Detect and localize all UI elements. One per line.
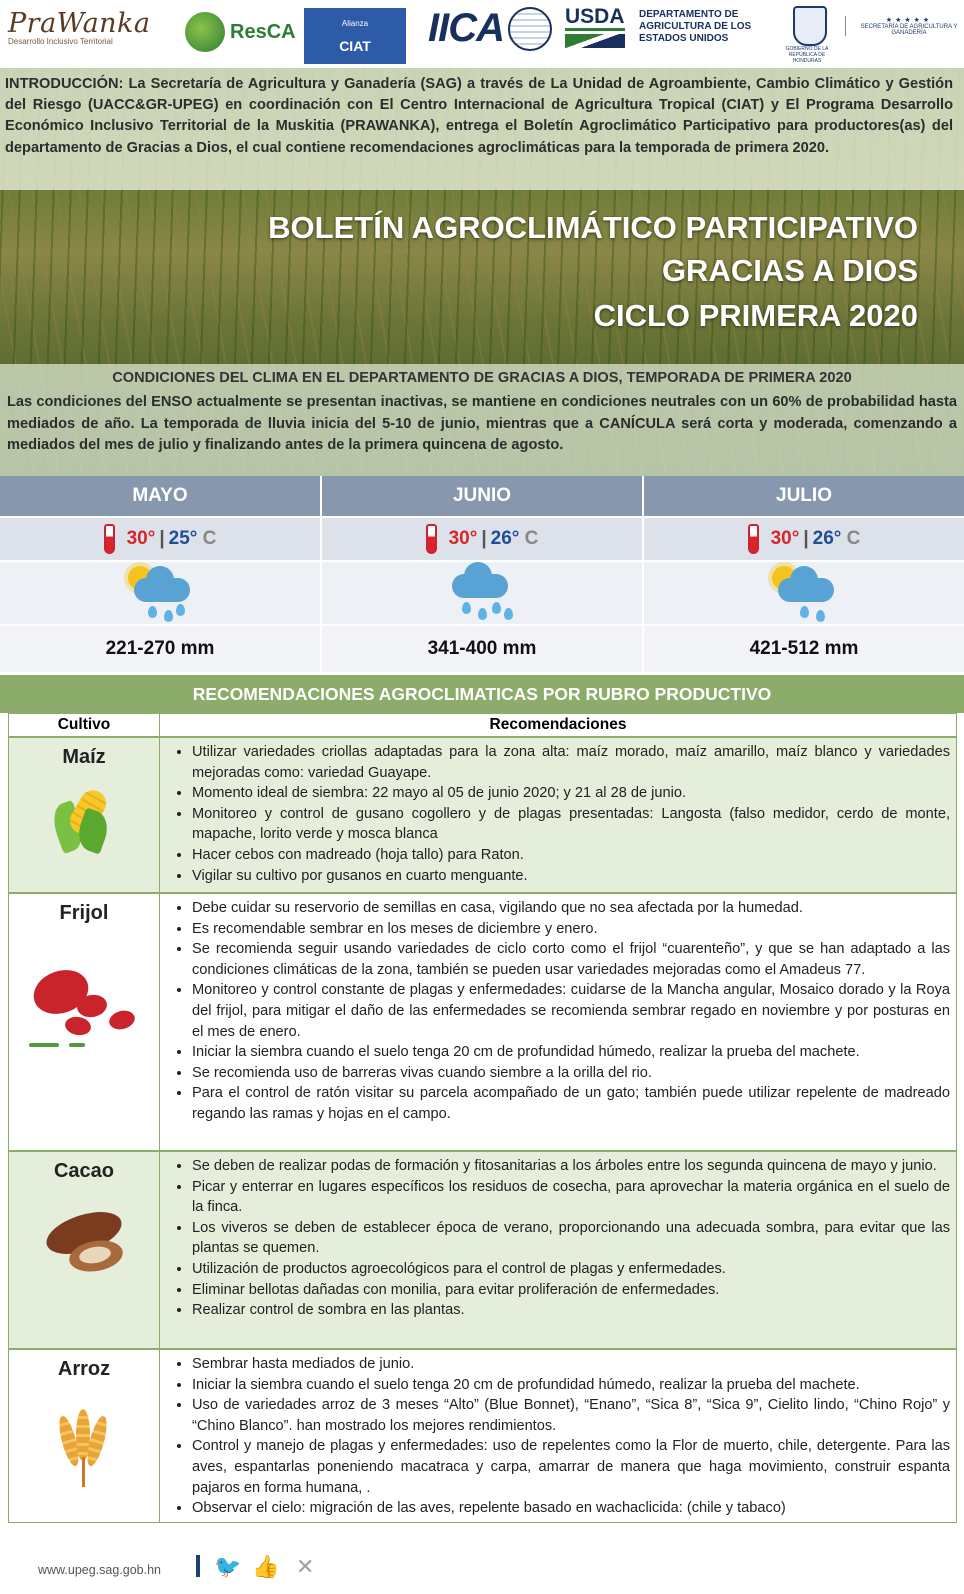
min-temperature: 26° [812, 528, 842, 549]
introduction-text: INTRODUCCIÓN: La Secretaría de Agricultura y Ganadería (SAG) a través de La Unidad de Agroambiente, Cambio Climático y Gestión del Riesgo (UACC&GR-UPEG) en coordinación con El Centro Internacional de Agricultura Tropical (CIAT) y El Programa Desarrollo Económico Inclusivo Territorial de la Muskitia (PRAWANKA), entrega el Boletín Agroclimático Participativo para productores(as) del departamento de Gracias a Dios, el cual contiene recomendaciones agroclimáticas para la temporada de primera 2020. [5, 76, 953, 156]
crop-cell [9, 894, 160, 1150]
crop-name: Frijol [59, 902, 109, 924]
iica-logo [428, 6, 552, 51]
recommendation-item: • Monitoreo y control de gusano cogollero y de plagas presentadas: Langosta (falso medidor, cerdo de monte, mapache, lorito verde y mosca blanca [192, 804, 950, 845]
recommendation-list [160, 1152, 956, 1325]
recommendation-item: • Se recomienda seguir usando variedades de ciclo corto como el frijol “cuarenteño”, y que se han adaptado a las condiciones climáticas de la zona, también se pueden usar variedades mejoradas como el Amadeus 77. [192, 939, 950, 980]
recommendation-item: • Momento ideal de siembra: 22 mayo al 05 de junio 2020; y 21 al 28 de junio. [192, 783, 950, 804]
recommendation-item: • Realizar control de sombra en las plantas. [192, 1300, 950, 1321]
recommendation-cell [160, 738, 956, 892]
rainfall-value: 341-400 mm [320, 626, 642, 672]
temperature-row [0, 516, 964, 560]
bulletin-cycle: CICLO PRIMERA 2020 [593, 298, 918, 333]
recommendation-item: • Utilización de productos agroecológicos para el control de plagas y enfermedades. [192, 1259, 950, 1280]
month-header: JULIO [642, 476, 964, 516]
usda-mark [565, 6, 625, 48]
climate-forecast-table [0, 476, 964, 672]
temperature-unit: C [846, 528, 861, 549]
iica-logo-text: IICA [428, 6, 504, 50]
sun-cloud-rain-icon [120, 564, 200, 622]
recommendation-list [160, 738, 956, 890]
recommendation-item: • Uso de variedades arroz de 3 meses “Alto” (Blue Bonnet), “Enano”, “Sica 8”, “Sica 9”, Cielito lindo, “Chino Rojo” y “Chino Blanco”. han mostrado los mejores rendimientos. [192, 1395, 950, 1436]
like-icon[interactable]: 👍 [252, 1554, 280, 1579]
recommendation-item: • Picar y enterrar en lugares específicos los residuos de cosecha, para aprovechar la materia orgánica en el suelo de la finca. [192, 1177, 950, 1218]
crop-row-frijol [9, 894, 956, 1152]
recommendation-cell [160, 894, 956, 1150]
footer-divider [196, 1555, 200, 1577]
min-temperature: 25° [168, 528, 198, 549]
alianza-label: Alianza [341, 18, 369, 28]
recommendation-list [160, 894, 956, 1129]
logo-bar [0, 0, 964, 68]
resca-logo [185, 12, 296, 52]
conditions-text: Las condiciones del ENSO actualmente se presentan inactivas, se mantiene en condiciones neutrales con un 60% de probabilidad hasta mediados de año. La temporada de lluvia inicia del 5-10 de junio, mientras que a CANÍCULA será corta y moderada, comenzando a mediados del mes de julio y finalizando antes de la primera quincena de agosto. [7, 394, 957, 454]
temperature-cell: 30° | 26° C [320, 518, 642, 560]
weather-cell [642, 562, 964, 624]
cloud-rain-icon [442, 564, 522, 622]
recommendation-item: • Eliminar bellotas dañadas con monilia, para evitar proliferación de enfermedades. [192, 1280, 950, 1301]
share-icon[interactable]: ✕ [296, 1554, 315, 1579]
sun-cloud-rain-icon [764, 564, 844, 622]
usda-landscape-icon [565, 34, 625, 48]
bulletin-region: GRACIAS A DIOS [661, 253, 918, 288]
usda-department-name: DEPARTAMENTO DE AGRICULTURA DE LOS ESTADOS UNIDOS [639, 9, 752, 44]
crop-row-maiz [9, 738, 956, 894]
usda-logo [565, 6, 769, 48]
recommendation-item: • Debe cuidar su reservorio de semillas en casa, vigilando que no sea afectada por la humedad. [192, 898, 950, 919]
thermometer-icon [104, 524, 115, 554]
recommendation-item: • Control y manejo de plagas y enfermedades: uso de repelentes como la Flor de muerto, chile, detergente. Para las aves, espantarlas poneniendo macatraca y carpa, amarrar de manera que haga movimiento, construir espanta pajaros en forma humana, . [192, 1436, 950, 1498]
thermometer-icon [748, 524, 759, 554]
ciat-label: CIAT [339, 37, 371, 54]
recommendation-list [160, 1350, 956, 1523]
sag-logo [845, 16, 964, 36]
recommendation-item: • Los viveros se deben de establecer época de verano, proporcionando una adecuada sombra, para evitar que las plantas se quemen. [192, 1218, 950, 1259]
min-temperature: 26° [490, 528, 520, 549]
rainfall-value: 421-512 mm [642, 626, 964, 672]
max-temperature: 30° [770, 528, 800, 549]
max-temperature: 30° [126, 528, 156, 549]
cacao-pod-icon [39, 1207, 129, 1287]
crop-row-arroz [9, 1350, 956, 1522]
recommendations-heading: RECOMENDACIONES AGROCLIMATICAS POR RUBRO PRODUCTIVO [0, 675, 964, 713]
temperature-unit: C [202, 528, 217, 549]
crop-name: Arroz [57, 1358, 111, 1380]
recommendation-item: • Utilizar variedades criollas adaptadas para la zona alta: maíz morado, maíz amarillo, maíz blanco y variedades mejoradas como: variedad Guayape. [192, 742, 950, 783]
conditions-title: CONDICIONES DEL CLIMA EN EL DEPARTAMENTO DE GRACIAS A DIOS, TEMPORADA DE PRIMERA 2020 [112, 370, 852, 386]
rainfall-row [0, 624, 964, 672]
recommendation-item: • Vigilar su cultivo por gusanos en cuarto menguante. [192, 866, 950, 887]
recommendations-header-row [9, 714, 956, 738]
rainfall-value: 221-270 mm [105, 638, 215, 659]
gobierno-label: GOBIERNO DE LA REPÚBLICA DE HONDURAS [785, 46, 829, 64]
recommendation-item: • Iniciar la siembra cuando el suelo tenga 20 cm de profundidad húmedo, realizar la prueba del machete. [192, 1042, 950, 1063]
sag-stars-icon: ★★★★★ [885, 17, 933, 24]
twitter-icon[interactable]: 🐦 [214, 1554, 242, 1579]
month-header: MAYO [132, 485, 188, 506]
crop-cell [9, 1350, 160, 1522]
rice-icon [54, 1409, 114, 1489]
beans-icon [29, 965, 139, 1055]
recommendation-item: • Se deben de realizar podas de formación y fitosanitarias a los árboles entre los segunda quincena de mayo y junio. [192, 1156, 950, 1177]
temperature-cell: 30° | 25° C [0, 518, 320, 560]
recommendation-item: • Es recomendable sembrar en los meses de diciembre y enero. [192, 919, 950, 940]
prawanka-logo-subtitle: Desarrollo Inclusivo Territorial [8, 37, 113, 46]
crop-column-header: Cultivo [9, 714, 160, 736]
months-row [0, 476, 964, 516]
recommendation-item: • Observar el cielo: migración de las aves, repelente basado en wachaclicida: (chile y tabaco) [192, 1498, 950, 1519]
weather-cell [320, 562, 642, 624]
month-header: JUNIO [320, 476, 642, 516]
temperature-unit: C [524, 528, 539, 549]
recommendation-item: • Hacer cebos con madreado (hoja tallo) para Raton. [192, 845, 950, 866]
resca-logo-text: ResCA [230, 20, 296, 43]
recommendations-column-header: Recomendaciones [489, 716, 627, 733]
usda-logo-text: USDA [565, 6, 625, 31]
bulletin-title: BOLETÍN AGROCLIMÁTICO PARTICIPATIVO [268, 210, 918, 245]
recommendation-item: • Para el control de ratón visitar su parcela acompañado de un gato; también puede utilizar repelente de madreado regando las ramas y hojas en el campo. [192, 1083, 950, 1124]
honduras-crest-icon [793, 6, 827, 46]
temperature-cell: 30° | 26° C [642, 518, 964, 560]
iica-globe-icon [508, 7, 552, 51]
crop-name: Cacao [53, 1160, 115, 1182]
crop-name: Maíz [62, 746, 106, 768]
recommendation-item: • Se recomienda uso de barreras vivas cuando siembre a la orilla del rio. [192, 1063, 950, 1084]
weather-icon-row [0, 560, 964, 624]
crop-row-cacao [9, 1152, 956, 1350]
website-link[interactable]: www.upeg.sag.gob.hn [38, 1563, 162, 1577]
resca-globe-icon [185, 12, 225, 52]
sag-label: SECRETARÍA DE AGRICULTURA Y GANADERÍA [860, 24, 958, 36]
corn-icon [49, 785, 119, 855]
max-temperature: 30° [448, 528, 478, 549]
recommendation-item: • Sembrar hasta mediados de junio. [192, 1354, 950, 1375]
crop-cell [9, 1152, 160, 1348]
prawanka-logo-text: PraWanka [8, 8, 151, 39]
crop-cell [9, 738, 160, 892]
hero-banner [0, 68, 964, 476]
weather-cell [0, 562, 320, 624]
thermometer-icon [426, 524, 437, 554]
prawanka-logo [8, 8, 151, 46]
footer [0, 1546, 964, 1594]
recommendation-cell [160, 1350, 956, 1522]
alianza-ciat-logo [304, 8, 406, 64]
honduras-government-logo [787, 6, 833, 64]
recommendation-item: • Monitoreo y control constante de plagas y enfermedades: cuidarse de la Mancha angular, Mosaico dorado y la Roya del frijol, para mitigar el daño de las enfermedades se recomienda sembrar regado en noviembre y por posturas en el mes de enero. [192, 980, 950, 1042]
recommendation-item: • Iniciar la siembra cuando el suelo tenga 20 cm de profundidad húmedo, realizar la prueba del machete. [192, 1375, 950, 1396]
recommendations-table [8, 713, 957, 1523]
recommendation-cell [160, 1152, 956, 1348]
